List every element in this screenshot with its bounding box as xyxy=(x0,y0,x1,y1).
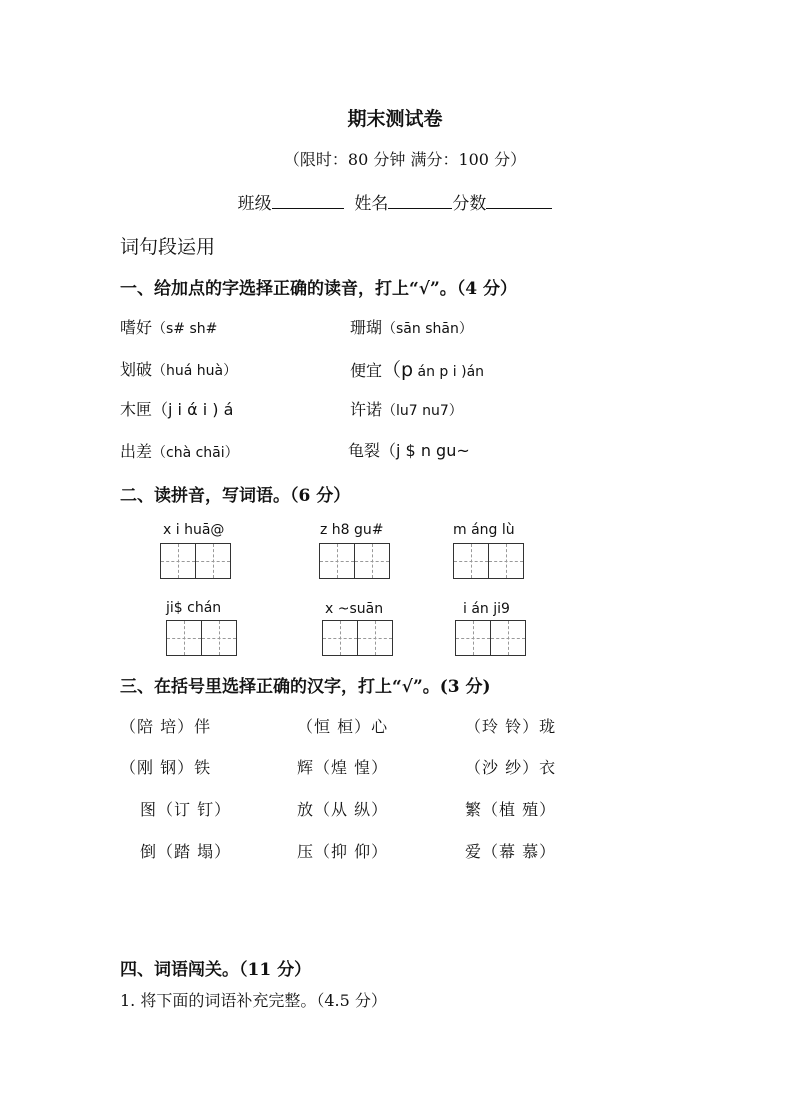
pinyin-label: x ~suān xyxy=(325,601,384,617)
choice-item: 辉（煌 惶） xyxy=(297,758,389,777)
choice-item: 倒（踏 塌） xyxy=(140,842,232,861)
choice-item: （沙 纱）衣 xyxy=(465,758,557,777)
pinyin-label: ji$ chán xyxy=(166,600,222,616)
q1-item: 出差（chà chāi） xyxy=(120,442,239,461)
q1-item: 木匣（j i ά i ) á xyxy=(120,400,234,419)
writing-grid[interactable] xyxy=(166,620,237,656)
pinyin-label: m áng lù xyxy=(453,522,515,538)
section-heading: 词句段运用 xyxy=(120,236,216,258)
pinyin-label: i án ji9 xyxy=(463,601,510,617)
writing-grid[interactable] xyxy=(160,543,231,579)
choice-item: （刚 钢）铁 xyxy=(120,758,212,777)
q3-heading: 三、在括号里选择正确的汉字，打上“√”。(3 分) xyxy=(120,677,491,697)
choice-item: 爱（幕 慕） xyxy=(465,842,557,861)
class-label: 班级 xyxy=(237,194,272,214)
score-label: 分数 xyxy=(452,194,487,214)
name-blank[interactable] xyxy=(388,194,452,209)
choice-item: 繁（植 殖） xyxy=(465,800,557,819)
choice-item: 放（从 纵） xyxy=(297,800,389,819)
writing-grid[interactable] xyxy=(453,543,524,579)
choice-item: 压（抑 仰） xyxy=(297,842,389,861)
choice-item: （恒 桓）心 xyxy=(297,717,389,736)
choice-item: （陪 培）伴 xyxy=(120,717,212,736)
student-info xyxy=(0,189,790,214)
writing-grid[interactable] xyxy=(322,620,393,656)
page-title: 期末测试卷 xyxy=(347,108,443,130)
choice-item: （玲 铃）珑 xyxy=(465,717,557,736)
q1-heading: 一、给加点的字选择正确的读音，打上“√”。（4 分） xyxy=(120,279,517,299)
q1-item: 许诺（lu7 nu7） xyxy=(350,400,463,419)
q1-item: 划破（huá huà） xyxy=(120,360,238,379)
pinyin-label: x i huā@ xyxy=(163,522,225,538)
score-blank[interactable] xyxy=(486,194,552,209)
q2-heading: 二、读拼音，写词语。（6 分） xyxy=(120,486,351,506)
class-blank[interactable] xyxy=(272,194,344,209)
q1-item: 龟裂（j $ n gu~ xyxy=(348,441,470,460)
q1-item: 珊瑚（sān shān） xyxy=(350,318,473,337)
writing-grid[interactable] xyxy=(319,543,390,579)
q1-item: 嗜好（s# sh# xyxy=(120,318,218,337)
exam-subtitle: （限时：80 分钟 满分：100 分） xyxy=(283,150,527,169)
name-label: 姓名 xyxy=(354,194,389,214)
pinyin-label: z h8 gu# xyxy=(320,522,384,538)
writing-grid[interactable] xyxy=(455,620,526,656)
q4-subheading: 1. 将下面的词语补充完整。（4.5 分） xyxy=(120,991,387,1010)
choice-item: 图（订 钉） xyxy=(140,800,232,819)
q1-item: 便宜（p án p i )án xyxy=(350,359,485,381)
q4-heading: 四、词语闯关。（11 分） xyxy=(120,960,312,980)
